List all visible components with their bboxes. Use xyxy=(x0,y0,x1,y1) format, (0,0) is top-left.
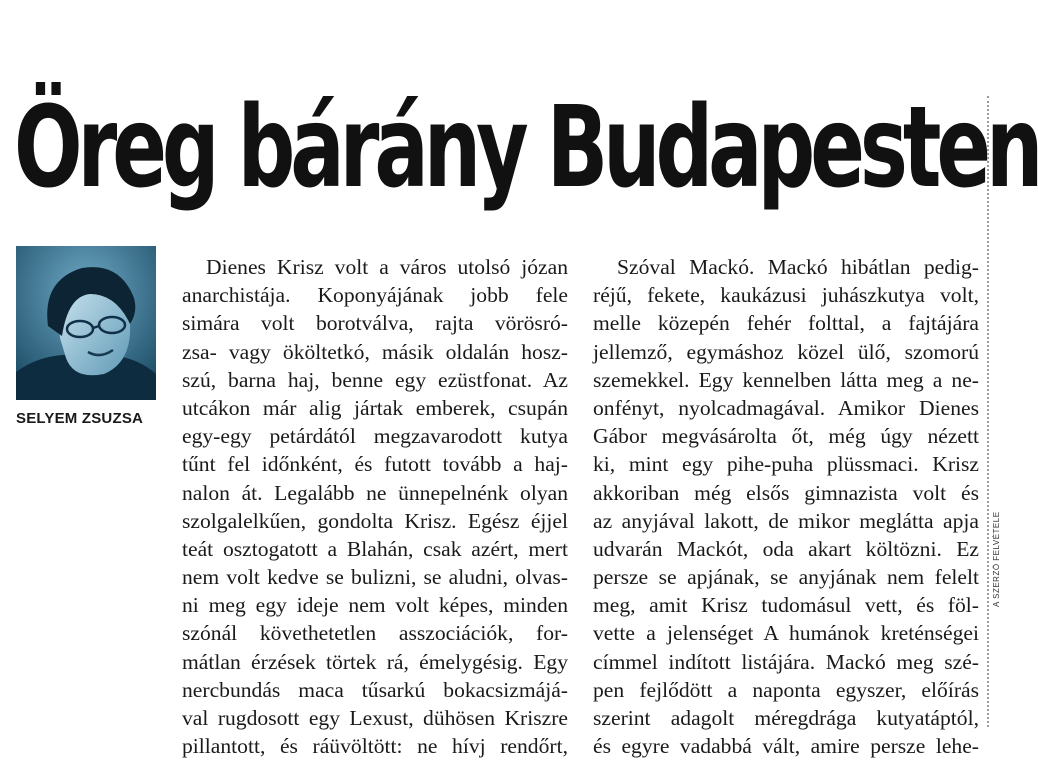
text-line: szolgalelkűen, gondolta Krisz. Egész éjjel xyxy=(182,508,568,533)
article-column-2 xyxy=(593,253,979,760)
text-line: zsa- vagy ököltetkó, másik oldalán hosz- xyxy=(182,339,568,364)
headline: Öreg bárány Budapesten xyxy=(14,83,1038,213)
text-line: pillantott, és ráüvöltött: ne hívj rendőrt, xyxy=(182,734,568,759)
text-line: nalon át. Legalább ne ünnepelnénk olyan xyxy=(182,480,568,505)
column-divider xyxy=(987,96,989,727)
text-line: Dienes Krisz volt a város utolsó józan xyxy=(206,255,568,279)
text-line: nem volt kedve se bulizni, se aludni, olvas- xyxy=(182,565,568,590)
text-line: udvarán Mackót, oda akart költözni. Ez xyxy=(593,536,979,561)
text-line: Szóval Mackó. Mackó hibátlan pedig- xyxy=(617,255,979,279)
text-line: szú, barna haj, benne egy ezüstfonat. Az xyxy=(182,367,568,392)
text-line: melle közepén fehér folttal, a fajtájára xyxy=(593,311,979,336)
text-line: vette a jelenséget A humánok kreténségei xyxy=(593,621,979,646)
article-column-1 xyxy=(182,253,568,760)
text-line: szemekkel. Egy kennelben látta meg a ne- xyxy=(593,367,979,392)
text-line: utcákon már alig jártak emberek, csupán xyxy=(182,395,568,420)
text-line: címmel indított listájára. Mackó meg szé- xyxy=(593,649,979,674)
text-line: akkoriban még elsős gimnazista volt és xyxy=(593,480,979,505)
text-line: simára volt borotválva, rajta vörösró- xyxy=(182,311,568,336)
text-line: anarchistája. Koponyájának jobb fele xyxy=(182,283,568,308)
text-line: tűnt fel időnként, és futott tovább a haj- xyxy=(182,452,568,477)
text-line: meg, amit Krisz tudomásul vett, és föl- xyxy=(593,593,979,618)
text-line: Gábor megvásárolta őt, még úgy nézett xyxy=(593,424,979,449)
text-line: persze se apjának, se anyjának nem felelt xyxy=(593,565,979,590)
text-line: az anyjával lakott, de mikor meglátta apja xyxy=(593,508,979,533)
author-photo xyxy=(16,246,156,400)
text-line: teát osztogatott a Blahán, csak azért, mert xyxy=(182,536,568,561)
text-line: nercbundás maca tűsarkú bokacsizmájá- xyxy=(182,677,568,702)
text-line: pen fejlődött a naponta egyszer, előírás xyxy=(593,677,979,702)
text-line: ki, mint egy pihe-puha plüssmaci. Krisz xyxy=(593,452,979,477)
text-line: onfényt, nyolcadmagával. Amikor Dienes xyxy=(593,395,979,420)
author-portrait-image xyxy=(16,246,156,400)
author-byline: SELYEM ZSUZSA xyxy=(16,410,144,427)
text-line: szónál követhetetlen asszociációk, for- xyxy=(182,621,568,646)
text-line: val rugdosott egy Lexust, dühösen Kriszre xyxy=(182,706,568,730)
text-line: szerint adagolt méregdrága kutyatáptól, xyxy=(593,706,979,730)
text-line: réjű, fekete, kaukázusi juhászkutya volt, xyxy=(593,283,979,308)
text-line: és egyre vadabbá vált, amire persze lehe- xyxy=(593,734,979,759)
text-line: mátlan érzések törtek rá, émelygésig. Egy xyxy=(182,649,568,674)
photo-credit: A SZERZŐ FELVÉTELE xyxy=(992,511,1001,607)
text-line: jellemző, egymáshoz közel ülő, szomorú xyxy=(593,339,979,364)
text-line: ni meg egy ideje nem volt képes, minden xyxy=(182,593,568,618)
text-line: egy-egy petárdától megzavarodott kutya xyxy=(182,424,568,449)
